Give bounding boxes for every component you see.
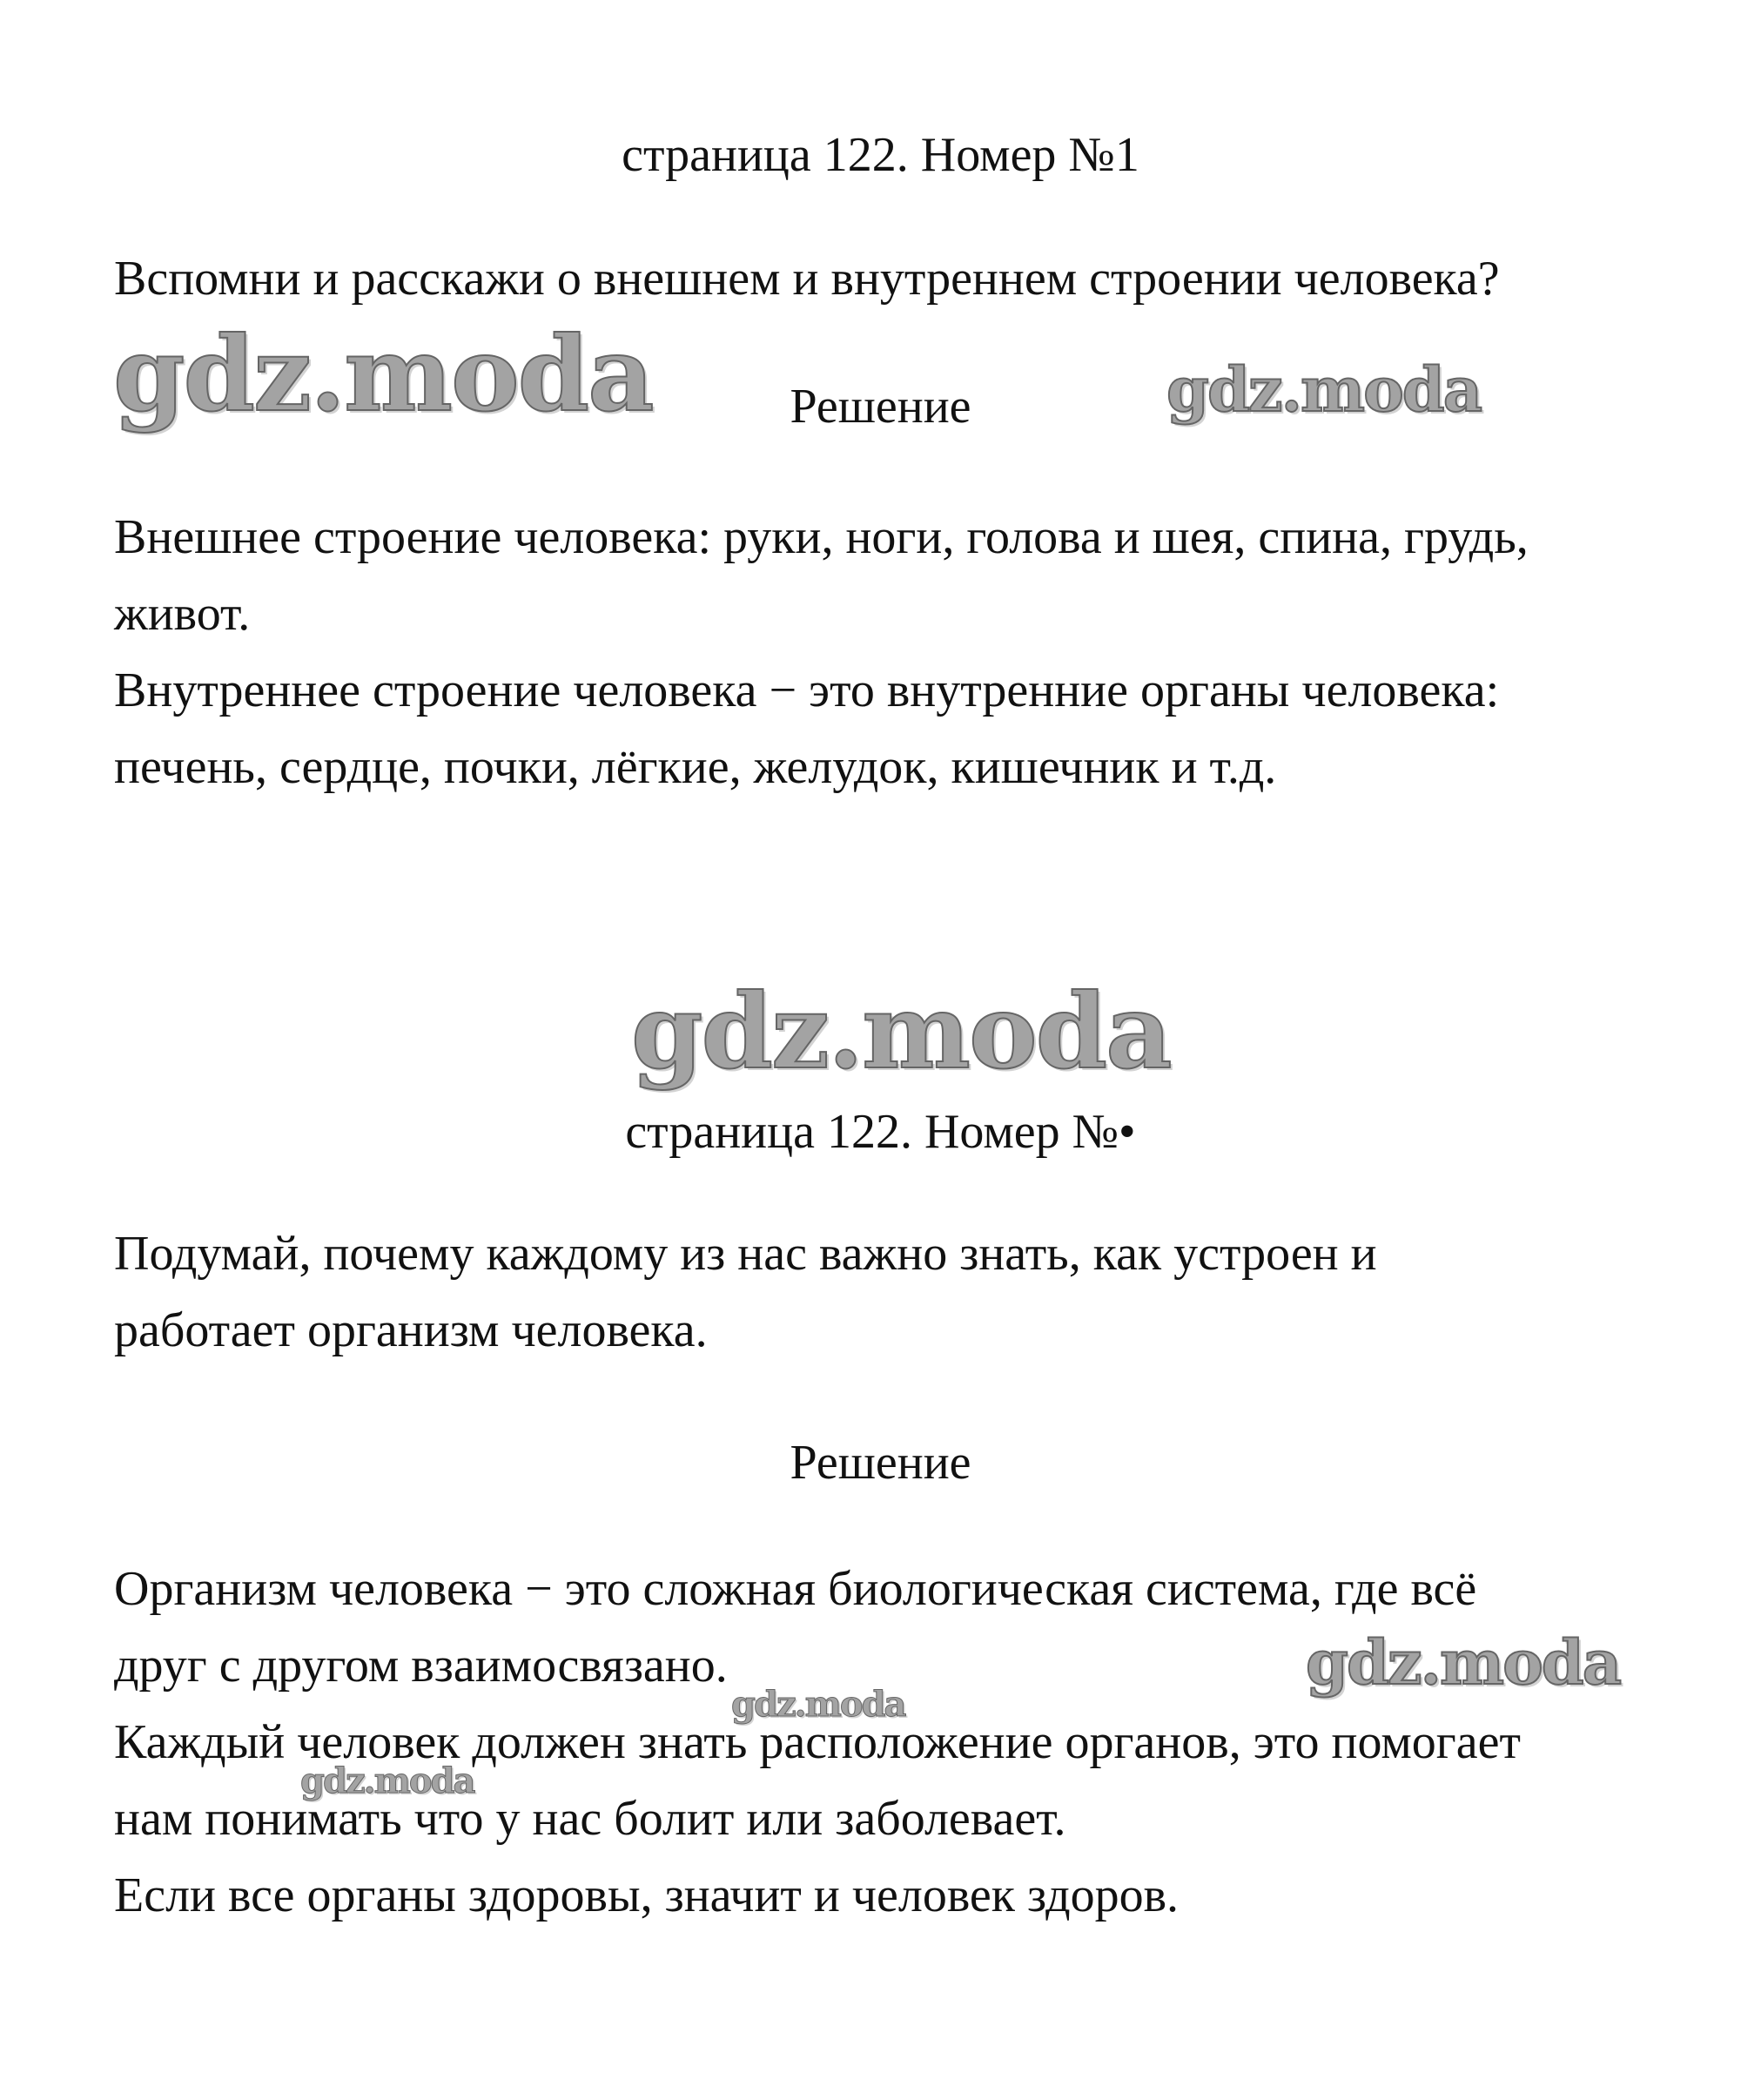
section2-title: страница 122. Номер №•: [625, 1105, 1136, 1159]
section2-answer-line: Организм человека − это сложная биологическая система, где всё: [114, 1562, 1477, 1616]
section1-title: страница 122. Номер №1: [622, 128, 1139, 182]
section2-answer-line: Каждый человек должен знать расположение органов, это помогает: [114, 1715, 1521, 1769]
section1-answer-line: Внутреннее строение человека − это внутренние органы человека:: [114, 663, 1500, 717]
section1-answer-line: Внешнее строение человека: руки, ноги, голова и шея, спина, грудь,: [114, 510, 1529, 564]
section2-answer-line: Если все органы здоровы, значит и человек здоров.: [114, 1868, 1180, 1922]
section1-answer-line: живот.: [114, 587, 251, 641]
watermark-logo: gdz.moda: [1166, 353, 1482, 426]
watermark-logo: gdz.moda: [300, 1760, 474, 1801]
watermark-logo: gdz.moda: [631, 971, 1171, 1092]
section1-question: Вспомни и расскажи о внешнем и внутреннем строении человека?: [114, 252, 1500, 306]
section1-answer-line: печень, сердце, почки, лёгкие, желудок, кишечник и т.д.: [114, 740, 1277, 794]
section2-solution-label: Решение: [790, 1436, 971, 1490]
watermark-logo: gdz.moda: [731, 1684, 905, 1725]
section2-question-line: Подумай, почему каждому из нас важно знать, как устроен и: [114, 1227, 1377, 1281]
section2-answer-line: нам понимать что у нас болит или заболевает.: [114, 1792, 1066, 1846]
section2-question-line: работает организм человека.: [114, 1303, 708, 1357]
section2-answer-line: друг с другом взаимосвязано.: [114, 1639, 728, 1693]
watermark-logo: gdz.moda: [113, 313, 653, 434]
section1-solution-label: Решение: [790, 380, 971, 434]
watermark-logo: gdz.moda: [1306, 1626, 1621, 1699]
